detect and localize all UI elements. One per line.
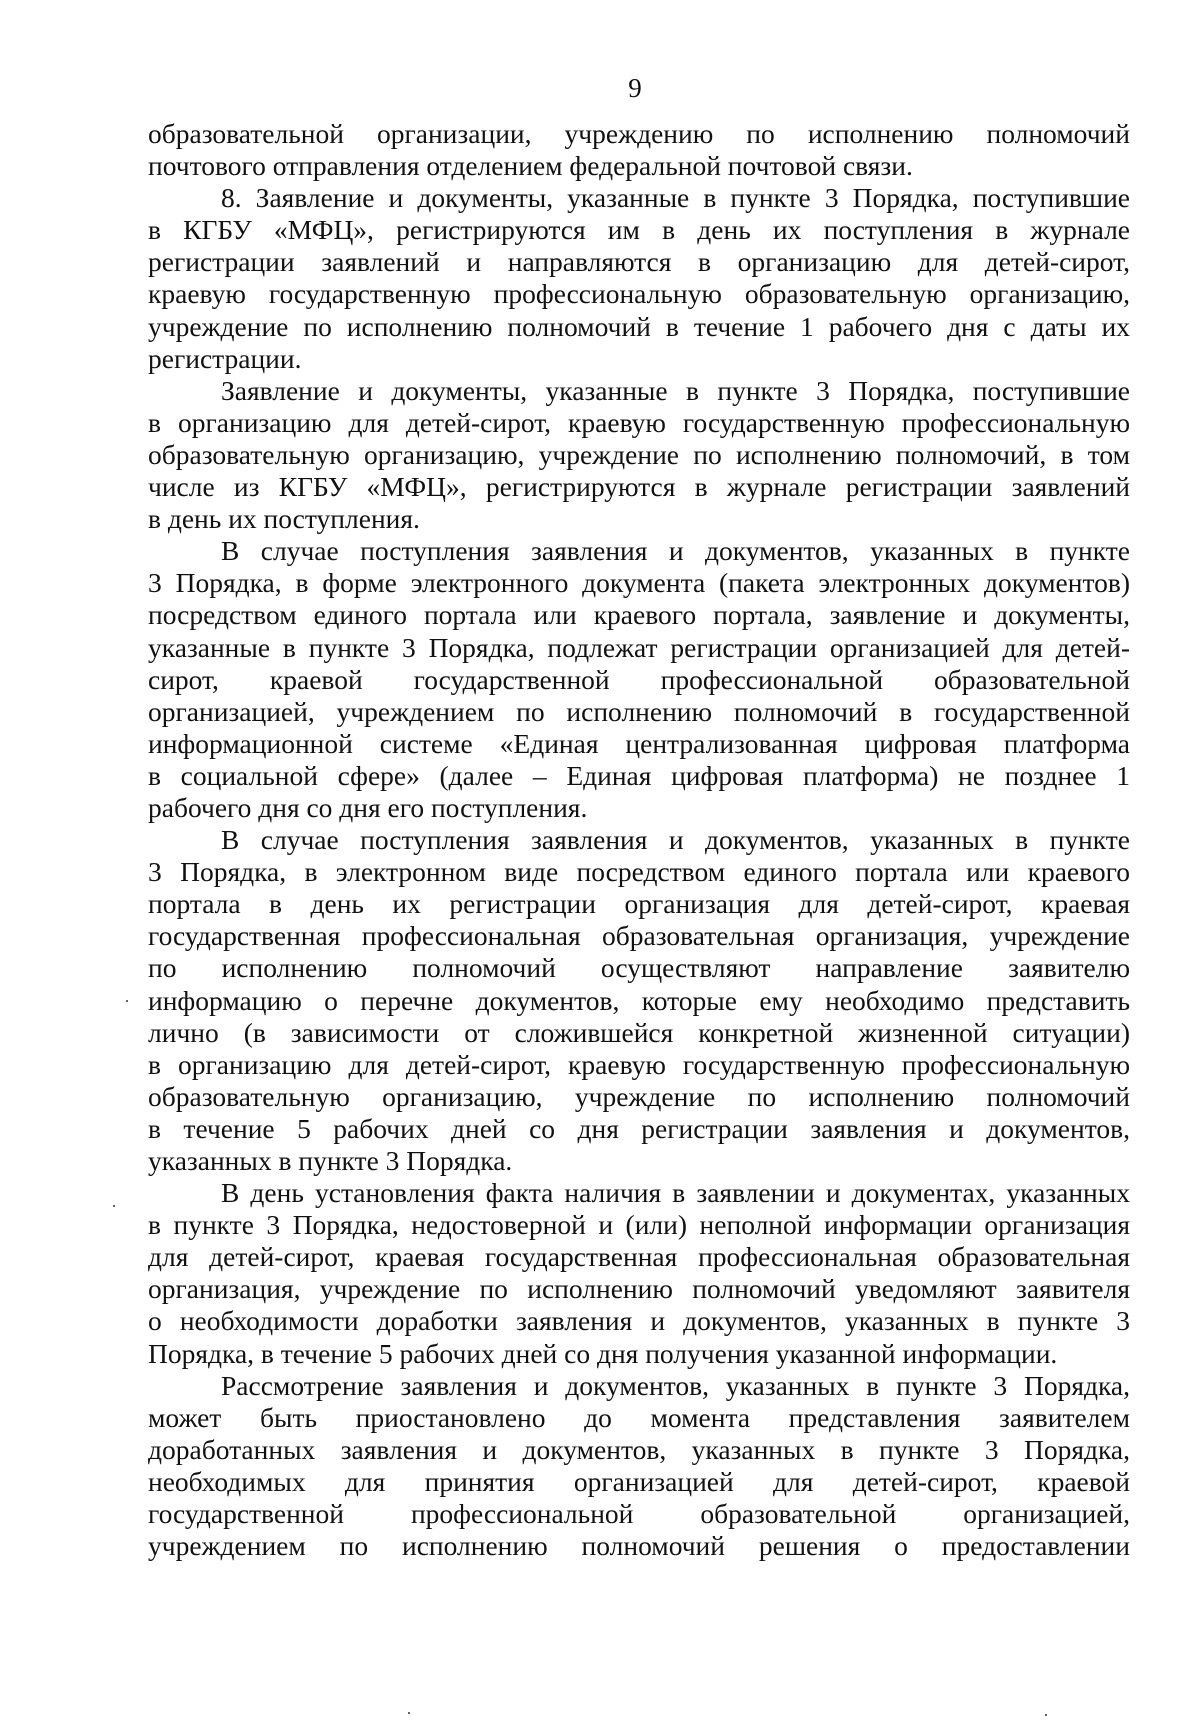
text-line: Порядка, в течение 5 рабочих дней со дня получения указанной информации. <box>148 1337 1058 1369</box>
scan-speck <box>1045 1714 1047 1716</box>
text-line: информационной системе «Единая централизованная цифровая платформа <box>148 727 1130 759</box>
text-line: образовательную организацию, учреждение по исполнению полномочий, в том <box>148 438 1130 470</box>
text-line: указанные в пункте 3 Порядка, подлежат регистрации организацией для детей- <box>148 631 1130 663</box>
text-line: организация, учреждение по исполнению полномочий уведомляют заявителя <box>148 1273 1130 1305</box>
text-line: 8. Заявление и документы, указанные в пункте 3 Порядка, поступившие <box>221 182 1130 214</box>
text-line: посредством единого портала или краевого портала, заявление и документы, <box>148 599 1130 631</box>
document-body <box>148 118 1130 1562</box>
text-line: необходимых для принятия организацией для детей-сирот, краевой <box>148 1465 1130 1497</box>
text-line: доработанных заявления и документов, указанных в пункте 3 Порядка, <box>148 1433 1130 1465</box>
text-line: учреждением по исполнению полномочий решения о предоставлении <box>148 1530 1130 1562</box>
text-line: В случае поступления заявления и документов, указанных в пункте <box>221 535 1130 567</box>
scan-speck <box>113 1205 115 1207</box>
text-line: числе из КГБУ «МФЦ», регистрируются в журнале регистрации заявлений <box>148 471 1130 503</box>
text-line: регистрации. <box>148 342 302 374</box>
text-line: о необходимости доработки заявления и документов, указанных в пункте 3 <box>148 1305 1130 1337</box>
text-line: для детей-сирот, краевая государственная профессиональная образовательная <box>148 1241 1130 1273</box>
text-line: указанных в пункте 3 Порядка. <box>148 1145 513 1176</box>
text-line: образовательной организации, учреждению по исполнению полномочий <box>148 118 1130 149</box>
text-line: лично (в зависимости от сложившейся конкретной жизненной ситуации) <box>148 1016 1130 1048</box>
text-line: в день их поступления. <box>148 503 420 535</box>
page-number: 9 <box>628 73 642 103</box>
text-line: сирот, краевой государственной профессиональной образовательной <box>148 663 1130 695</box>
text-line: портала в день их регистрации организация для детей-сирот, краевая <box>148 888 1130 920</box>
text-line: В день установления факта наличия в заявлении и документах, указанных <box>221 1177 1130 1209</box>
text-line: регистрации заявлений и направляются в организацию для детей-сирот, <box>148 246 1130 278</box>
text-line: организацией, учреждением по исполнению полномочий в государственной <box>148 695 1130 727</box>
text-line: 3 Порядка, в электронном виде посредством единого портала или краевого <box>148 856 1130 888</box>
text-line: Рассмотрение заявления и документов, указанных в пункте 3 Порядка, <box>221 1369 1130 1401</box>
text-line: государственной профессиональной образовательной организацией, <box>148 1498 1130 1530</box>
text-line: по исполнению полномочий осуществляют направление заявителю <box>148 952 1130 984</box>
text-line: в организацию для детей-сирот, краевую государственную профессиональную <box>148 1048 1130 1080</box>
text-line: почтового отправления отделением федеральной почтовой связи. <box>148 150 913 182</box>
text-line: в организацию для детей-сирот, краевую государственную профессиональную <box>148 406 1130 438</box>
text-line: 3 Порядка, в форме электронного документа (пакета электронных документов) <box>148 567 1130 599</box>
text-line: Заявление и документы, указанные в пункте 3 Порядка, поступившие <box>221 374 1130 406</box>
text-line: в социальной сфере» (далее – Единая цифровая платформа) не позднее 1 <box>148 759 1130 791</box>
text-line: информацию о перечне документов, которые ему необходимо представить <box>148 984 1130 1016</box>
text-line: образовательную организацию, учреждение по исполнению полномочий <box>148 1080 1130 1112</box>
text-line: рабочего дня со дня его поступления. <box>148 791 588 823</box>
text-line: в КГБУ «МФЦ», регистрируются им в день их поступления в журнале <box>148 214 1130 246</box>
text-line: в течение 5 рабочих дней со дня регистрации заявления и документов, <box>148 1112 1130 1144</box>
scan-speck <box>126 1000 128 1002</box>
scan-speck <box>408 1712 410 1714</box>
text-line: может быть приостановлено до момента представления заявителем <box>148 1401 1130 1433</box>
text-line: учреждение по исполнению полномочий в течение 1 рабочего дня с даты их <box>148 310 1130 342</box>
text-line: государственная профессиональная образовательная организация, учреждение <box>148 920 1130 952</box>
text-line: В случае поступления заявления и документов, указанных в пункте <box>221 824 1130 856</box>
text-line: в пункте 3 Порядка, недостоверной и (или) неполной информации организация <box>148 1209 1130 1241</box>
text-line: краевую государственную профессиональную образовательную организацию, <box>148 278 1130 310</box>
